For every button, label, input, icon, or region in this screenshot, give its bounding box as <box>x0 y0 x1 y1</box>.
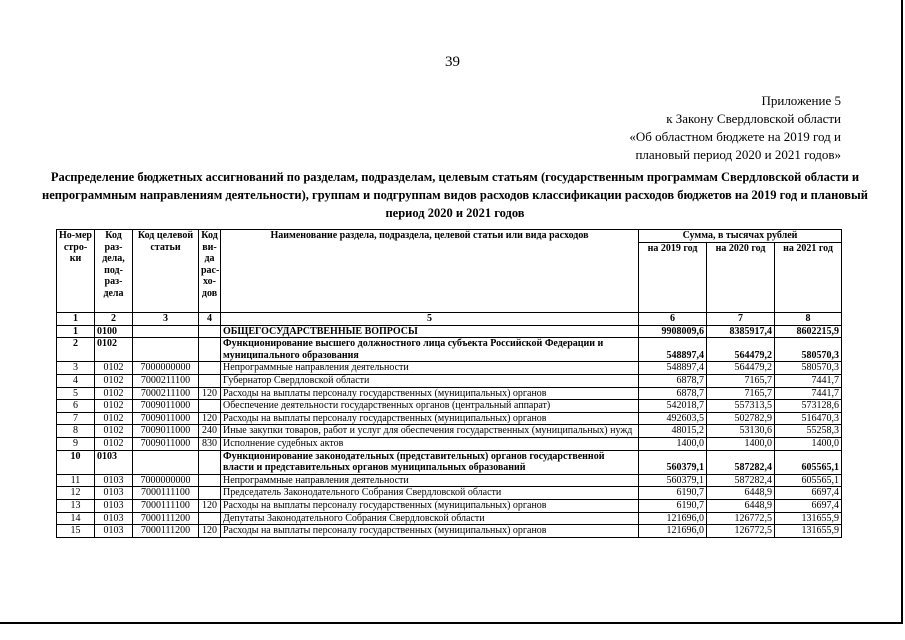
expense-type-cell: 120 <box>199 387 221 400</box>
amount-2019-cell: 548897,4 <box>639 362 707 375</box>
header-sum-caption: Сумма, в тысячах рублей <box>639 230 842 243</box>
name-cell: Обеспечение деятельности государственных органов (центральный аппарат) <box>221 400 639 413</box>
row-number-cell: 1 <box>57 325 95 338</box>
amount-2020-cell: 53130,6 <box>707 425 775 438</box>
amount-2019-cell: 6878,7 <box>639 374 707 387</box>
section-code-cell: 0102 <box>95 362 133 375</box>
table-row <box>57 362 842 375</box>
name-cell: Губернатор Свердловской области <box>221 374 639 387</box>
amount-2021-cell: 7441,7 <box>775 374 842 387</box>
amount-2021-cell: 6697,4 <box>775 499 842 512</box>
row-number-cell: 9 <box>57 437 95 450</box>
column-number: 7 <box>707 313 775 326</box>
section-code-cell: 0102 <box>95 400 133 413</box>
appendix-line: плановый период 2020 и 2021 годов» <box>635 147 841 162</box>
row-number-cell: 4 <box>57 374 95 387</box>
name-cell: Функционирование законодательных (представительных) органов государственной власти и представительных органов муниципальных образований <box>221 450 639 474</box>
amount-2020-cell: 564479,2 <box>707 362 775 375</box>
table-row <box>57 338 842 362</box>
appendix-line: Приложение 5 <box>761 93 841 108</box>
row-number-cell: 13 <box>57 499 95 512</box>
amount-2019-cell: 121696,0 <box>639 512 707 525</box>
column-numbers-row <box>57 313 842 326</box>
amount-2019-cell: 6878,7 <box>639 387 707 400</box>
document-title: Распределение бюджетных ассигнований по разделам, подразделам, целевым статьям (государственным программам Свердловской области и непрограммным направлениям деятельности), группам и подгруппам видов расходов классификации расходов бюджетов на 2019 год и плановый период 2020 и 2021 годов <box>42 170 868 220</box>
amount-2020-cell: 587282,4 <box>707 474 775 487</box>
table-row <box>57 487 842 500</box>
target-code-cell: 7000111100 <box>133 499 199 512</box>
header-target-code: Код целевой статьи <box>133 230 199 313</box>
name-cell: Расходы на выплаты персоналу государственных (муниципальных) органов <box>221 412 639 425</box>
column-number: 5 <box>221 313 639 326</box>
section-code-cell: 0103 <box>95 525 133 538</box>
expense-type-cell <box>199 400 221 413</box>
target-code-cell <box>133 325 199 338</box>
name-cell: Расходы на выплаты персоналу государственных (муниципальных) органов <box>221 499 639 512</box>
row-number-cell: 12 <box>57 487 95 500</box>
table-row <box>57 512 842 525</box>
expense-type-cell <box>199 362 221 375</box>
amount-2020-cell: 126772,5 <box>707 525 775 538</box>
amount-2021-cell: 131655,9 <box>775 525 842 538</box>
row-number-cell: 7 <box>57 412 95 425</box>
section-code-cell: 0103 <box>95 499 133 512</box>
amount-2021-cell: 580570,3 <box>775 362 842 375</box>
table-row <box>57 374 842 387</box>
name-cell: Исполнение судебных актов <box>221 437 639 450</box>
budget-table <box>56 229 842 538</box>
name-cell: Функционирование высшего должностного лица субъекта Российской Федерации и муниципального образования <box>221 338 639 362</box>
table-row <box>57 499 842 512</box>
expense-type-cell: 120 <box>199 499 221 512</box>
header-expense-type-code: Код ви-да рас-хо-дов <box>199 230 221 313</box>
section-code-cell: 0102 <box>95 425 133 438</box>
amount-2019-cell: 121696,0 <box>639 525 707 538</box>
amount-2020-cell: 7165,7 <box>707 387 775 400</box>
amount-2020-cell: 6448,9 <box>707 487 775 500</box>
column-number: 1 <box>57 313 95 326</box>
amount-2021-cell: 6697,4 <box>775 487 842 500</box>
amount-2019-cell: 542018,7 <box>639 400 707 413</box>
row-number-cell: 3 <box>57 362 95 375</box>
table-header-row <box>57 230 842 243</box>
appendix-note <box>629 92 841 164</box>
amount-2019-cell: 9908009,6 <box>639 325 707 338</box>
table-row <box>57 437 842 450</box>
amount-2019-cell: 548897,4 <box>639 338 707 362</box>
table-row <box>57 425 842 438</box>
amount-2021-cell: 605565,1 <box>775 450 842 474</box>
table-row <box>57 525 842 538</box>
amount-2021-cell: 1400,0 <box>775 437 842 450</box>
target-code-cell <box>133 338 199 362</box>
target-code-cell: 7000000000 <box>133 362 199 375</box>
amount-2021-cell: 131655,9 <box>775 512 842 525</box>
table-row <box>57 450 842 474</box>
amount-2021-cell: 8602215,9 <box>775 325 842 338</box>
amount-2021-cell: 573128,6 <box>775 400 842 413</box>
section-code-cell: 0103 <box>95 487 133 500</box>
target-code-cell: 7009011000 <box>133 400 199 413</box>
name-cell: Непрограммные направления деятельности <box>221 474 639 487</box>
section-code-cell: 0102 <box>95 338 133 362</box>
row-number-cell: 2 <box>57 338 95 362</box>
page-number: 39 <box>445 54 460 70</box>
target-code-cell: 7000000000 <box>133 474 199 487</box>
expense-type-cell: 120 <box>199 525 221 538</box>
expense-type-cell <box>199 487 221 500</box>
amount-2020-cell: 126772,5 <box>707 512 775 525</box>
target-code-cell <box>133 450 199 474</box>
target-code-cell: 7009011000 <box>133 425 199 438</box>
row-number-cell: 11 <box>57 474 95 487</box>
amount-2020-cell: 7165,7 <box>707 374 775 387</box>
name-cell: Иные закупки товаров, работ и услуг для обеспечения государственных (муниципальных) нужд <box>221 425 639 438</box>
row-number-cell: 14 <box>57 512 95 525</box>
table-row <box>57 325 842 338</box>
column-number: 3 <box>133 313 199 326</box>
section-code-cell: 0103 <box>95 474 133 487</box>
row-number-cell: 5 <box>57 387 95 400</box>
expense-type-cell <box>199 512 221 525</box>
appendix-line: к Закону Свердловской области <box>666 111 841 126</box>
section-code-cell: 0103 <box>95 512 133 525</box>
target-code-cell: 7000211100 <box>133 387 199 400</box>
expense-type-cell: 120 <box>199 412 221 425</box>
amount-2020-cell: 6448,9 <box>707 499 775 512</box>
expense-type-cell: 240 <box>199 425 221 438</box>
amount-2019-cell: 492603,5 <box>639 412 707 425</box>
amount-2019-cell: 1400,0 <box>639 437 707 450</box>
row-number-cell: 6 <box>57 400 95 413</box>
name-cell: Председатель Законодательного Собрания Свердловской области <box>221 487 639 500</box>
row-number-cell: 10 <box>57 450 95 474</box>
header-section-code: Код раз-дела, под-раз-дела <box>95 230 133 313</box>
header-year-2021: на 2021 год <box>775 243 842 313</box>
amount-2021-cell: 516470,3 <box>775 412 842 425</box>
amount-2020-cell: 502782,9 <box>707 412 775 425</box>
table-row <box>57 412 842 425</box>
appendix-line: «Об областном бюджете на 2019 год и <box>629 129 841 144</box>
column-number: 2 <box>95 313 133 326</box>
header-row-number: Но-мер стро-ки <box>57 230 95 313</box>
table-row <box>57 400 842 413</box>
amount-2021-cell: 605565,1 <box>775 474 842 487</box>
amount-2020-cell: 557313,5 <box>707 400 775 413</box>
amount-2019-cell: 560379,1 <box>639 474 707 487</box>
name-cell: Депутаты Законодательного Собрания Свердловской области <box>221 512 639 525</box>
target-code-cell: 7009011000 <box>133 412 199 425</box>
section-code-cell: 0102 <box>95 437 133 450</box>
amount-2021-cell: 55258,3 <box>775 425 842 438</box>
name-cell: Расходы на выплаты персоналу государственных (муниципальных) органов <box>221 525 639 538</box>
column-number: 8 <box>775 313 842 326</box>
target-code-cell: 7000111200 <box>133 512 199 525</box>
header-name: Наименование раздела, подраздела, целевой статьи или вида расходов <box>221 230 639 313</box>
amount-2021-cell: 580570,3 <box>775 338 842 362</box>
target-code-cell: 7000111100 <box>133 487 199 500</box>
amount-2020-cell: 8385917,4 <box>707 325 775 338</box>
target-code-cell: 7000111200 <box>133 525 199 538</box>
amount-2019-cell: 6190,7 <box>639 499 707 512</box>
header-year-2019: на 2019 год <box>639 243 707 313</box>
name-cell: ОБЩЕГОСУДАРСТВЕННЫЕ ВОПРОСЫ <box>221 325 639 338</box>
column-number: 4 <box>199 313 221 326</box>
row-number-cell: 8 <box>57 425 95 438</box>
amount-2021-cell: 7441,7 <box>775 387 842 400</box>
name-cell: Расходы на выплаты персоналу государственных (муниципальных) органов <box>221 387 639 400</box>
row-number-cell: 15 <box>57 525 95 538</box>
amount-2019-cell: 48015,2 <box>639 425 707 438</box>
amount-2020-cell: 564479,2 <box>707 338 775 362</box>
target-code-cell: 7009011000 <box>133 437 199 450</box>
expense-type-cell <box>199 450 221 474</box>
amount-2020-cell: 1400,0 <box>707 437 775 450</box>
column-number: 6 <box>639 313 707 326</box>
section-code-cell: 0102 <box>95 374 133 387</box>
table-row <box>57 387 842 400</box>
expense-type-cell <box>199 474 221 487</box>
name-cell: Непрограммные направления деятельности <box>221 362 639 375</box>
amount-2019-cell: 6190,7 <box>639 487 707 500</box>
expense-type-cell: 830 <box>199 437 221 450</box>
section-code-cell: 0103 <box>95 450 133 474</box>
amount-2020-cell: 587282,4 <box>707 450 775 474</box>
target-code-cell: 7000211100 <box>133 374 199 387</box>
amount-2019-cell: 560379,1 <box>639 450 707 474</box>
table-row <box>57 474 842 487</box>
expense-type-cell <box>199 325 221 338</box>
section-code-cell: 0102 <box>95 387 133 400</box>
header-year-2020: на 2020 год <box>707 243 775 313</box>
section-code-cell: 0100 <box>95 325 133 338</box>
expense-type-cell <box>199 338 221 362</box>
expense-type-cell <box>199 374 221 387</box>
section-code-cell: 0102 <box>95 412 133 425</box>
